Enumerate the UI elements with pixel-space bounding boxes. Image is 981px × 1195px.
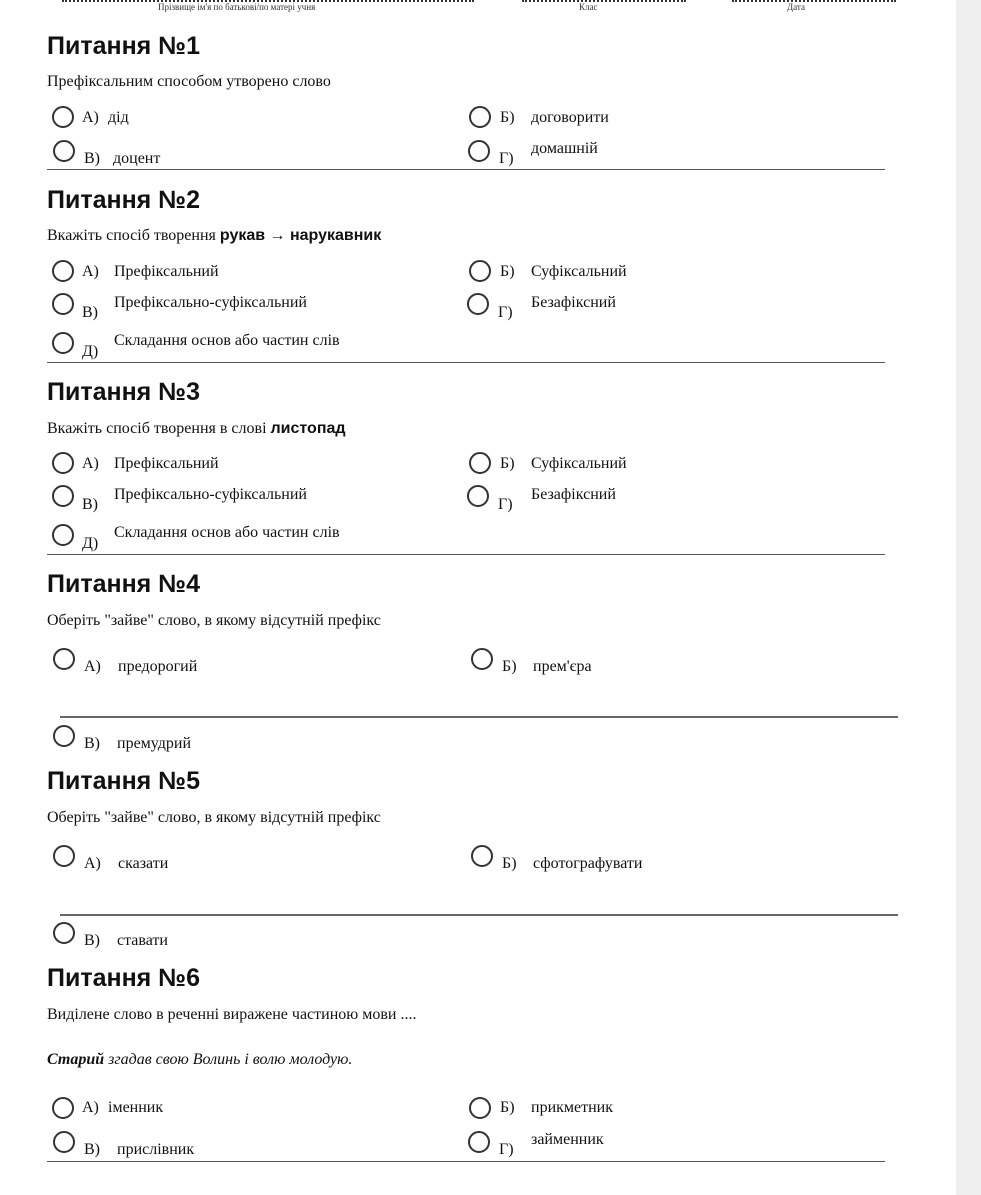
q5-option-b-letter: Б)	[502, 855, 517, 872]
q6-option-a-radio[interactable]	[52, 1097, 74, 1119]
q4-option-b-radio[interactable]	[471, 648, 493, 670]
q6-option-c-letter: В)	[84, 1141, 100, 1158]
q1-option-a-radio[interactable]	[52, 106, 74, 128]
q1-option-c-text: доцент	[113, 150, 161, 167]
question-3-divider	[47, 554, 885, 555]
date-field-line	[732, 0, 896, 4]
q4-option-a-radio[interactable]	[53, 648, 75, 670]
q2-option-d-text: Безафіксний	[531, 294, 616, 311]
question-4-title: Питання №4	[47, 570, 200, 598]
q2-option-a-letter: А)	[82, 263, 99, 280]
q1-option-c-letter: В)	[84, 150, 100, 167]
q4-option-c-radio[interactable]	[53, 725, 75, 747]
q1-option-a-letter: А)	[82, 109, 99, 126]
q3-option-a-radio[interactable]	[52, 452, 74, 474]
q3-option-e-text: Складання основ або частин слів	[114, 524, 340, 541]
q2-option-d-radio[interactable]	[467, 293, 489, 315]
q1-option-b-text: договорити	[531, 109, 609, 126]
q1-option-d-text: домашній	[531, 140, 598, 157]
question-2-text-bold: рукав → нарукавник	[219, 227, 382, 244]
question-6-sentence	[47, 1052, 352, 1068]
class-field-line	[522, 0, 686, 4]
q6-option-b-text: прикметник	[531, 1099, 614, 1116]
q2-option-e-letter: Д)	[82, 343, 99, 360]
question-3-title: Питання №3	[47, 378, 200, 406]
q5-option-b-radio[interactable]	[471, 845, 493, 867]
q5-option-a-letter: А)	[84, 855, 101, 872]
question-5-option-divider	[60, 914, 898, 916]
q3-option-b-text: Суфіксальний	[531, 455, 627, 472]
q6-option-b-letter: Б)	[500, 1099, 515, 1116]
q6-option-d-text: займенник	[531, 1131, 604, 1148]
q5-option-c-text: ставати	[117, 932, 168, 949]
q6-option-a-letter: А)	[82, 1099, 99, 1116]
date-field-label: Дата	[787, 2, 805, 12]
question-3-text	[47, 421, 346, 437]
q3-option-a-text: Префіксальний	[114, 455, 219, 472]
question-3-text-prefix: Вкажіть спосіб творення в слові	[47, 420, 271, 437]
q2-option-b-text: Суфіксальний	[531, 263, 627, 280]
q4-option-a-letter: А)	[84, 658, 101, 675]
q6-option-c-radio[interactable]	[53, 1131, 75, 1153]
question-2-title: Питання №2	[47, 186, 200, 214]
question-5-text: Оберіть "зайве" слово, в якому відсутній префікс	[47, 809, 381, 826]
q6-option-a-text: іменник	[108, 1099, 164, 1116]
question-2-text-prefix: Вкажіть спосіб творення	[47, 227, 220, 244]
question-5-title: Питання №5	[47, 767, 200, 795]
q1-option-a-text: дід	[108, 109, 129, 126]
question-4-text: Оберіть "зайве" слово, в якому відсутній префікс	[47, 612, 381, 629]
q3-option-b-radio[interactable]	[469, 452, 491, 474]
side-strip	[956, 0, 981, 1195]
question-1-divider	[47, 169, 885, 170]
q4-option-c-letter: В)	[84, 735, 100, 752]
q3-option-e-radio[interactable]	[52, 524, 74, 546]
q5-option-c-radio[interactable]	[53, 922, 75, 944]
q2-option-e-radio[interactable]	[52, 332, 74, 354]
q1-option-b-letter: Б)	[500, 109, 515, 126]
question-4-option-divider	[60, 716, 898, 718]
question-6-sentence-rest: згадав свою Волинь і волю молодую.	[104, 1051, 353, 1068]
q3-option-c-text: Префіксально-суфіксальний	[114, 486, 307, 503]
q6-option-d-letter: Г)	[499, 1141, 514, 1158]
question-6-divider	[47, 1161, 885, 1162]
q5-option-c-letter: В)	[84, 932, 100, 949]
q1-option-b-radio[interactable]	[469, 106, 491, 128]
q3-option-c-radio[interactable]	[52, 485, 74, 507]
q3-option-c-letter: В)	[82, 496, 98, 513]
q4-option-a-text: предорогий	[118, 658, 198, 675]
q2-option-b-letter: Б)	[500, 263, 515, 280]
question-3-text-bold: листопад	[270, 420, 346, 437]
q2-option-c-text: Префіксально-суфіксальний	[114, 294, 307, 311]
q1-option-d-letter: Г)	[499, 150, 514, 167]
q6-option-c-text: прислівник	[117, 1141, 195, 1158]
q4-option-b-letter: Б)	[502, 658, 517, 675]
q4-option-c-text: премудрий	[117, 735, 192, 752]
q1-option-d-radio[interactable]	[468, 140, 490, 162]
q4-option-b-text: прем'єра	[533, 658, 592, 675]
q3-option-e-letter: Д)	[82, 535, 99, 552]
q6-option-d-radio[interactable]	[468, 1131, 490, 1153]
question-6-title: Питання №6	[47, 964, 200, 992]
q2-option-d-letter: Г)	[498, 304, 513, 321]
name-field-label: Прізвище ім'я по батькові/по матері учня	[158, 2, 316, 12]
q5-option-b-text: сфотографувати	[533, 855, 643, 872]
q2-option-a-radio[interactable]	[52, 260, 74, 282]
q3-option-d-text: Безафіксний	[531, 486, 616, 503]
q2-option-c-radio[interactable]	[52, 293, 74, 315]
q5-option-a-radio[interactable]	[53, 845, 75, 867]
question-1-title: Питання №1	[47, 32, 200, 60]
q5-option-a-text: сказати	[118, 855, 169, 872]
q2-option-b-radio[interactable]	[469, 260, 491, 282]
q3-option-b-letter: Б)	[500, 455, 515, 472]
question-1-text: Префіксальним способом утворено слово	[47, 73, 331, 90]
q3-option-a-letter: А)	[82, 455, 99, 472]
q3-option-d-radio[interactable]	[467, 485, 489, 507]
question-2-divider	[47, 362, 885, 363]
q2-option-e-text: Складання основ або частин слів	[114, 332, 340, 349]
question-2-text	[47, 228, 381, 244]
q3-option-d-letter: Г)	[498, 496, 513, 513]
question-6-sentence-highlight: Старий	[47, 1051, 105, 1068]
class-field-label: Клас	[579, 2, 598, 12]
question-6-text: Виділене слово в реченні виражене частиною мови ....	[47, 1006, 417, 1023]
q2-option-a-text: Префіксальний	[114, 263, 219, 280]
q6-option-b-radio[interactable]	[469, 1097, 491, 1119]
q2-option-c-letter: В)	[82, 304, 98, 321]
q1-option-c-radio[interactable]	[53, 140, 75, 162]
